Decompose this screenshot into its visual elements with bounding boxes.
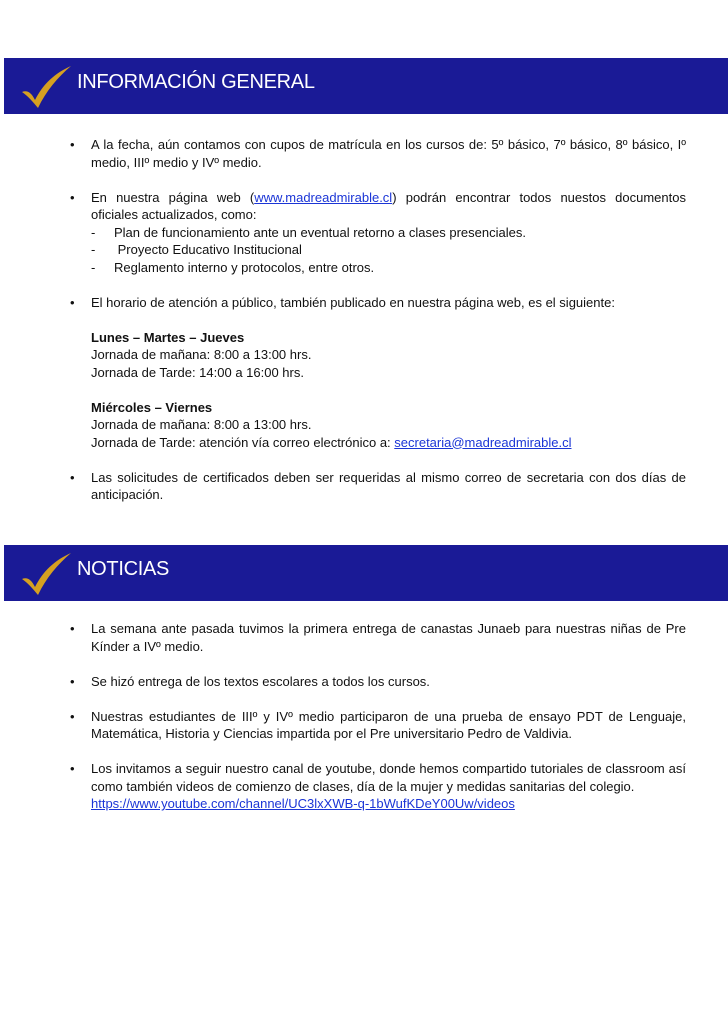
section-title: INFORMACIÓN GENERAL (77, 71, 315, 93)
schedule-heading: Lunes – Martes – Jueves (91, 329, 245, 345)
checkmark-icon (18, 64, 74, 110)
list-item: • El horario de atención a público, también publicado en nuestra página web, es el siguiente: Lunes – Martes – Jueves Jornada de mañana: 8:00 a 13:00 hrs. Jornada de Tarde: 14:00 a 16:00 hrs. Miércoles – Viernes Jornada de mañana: 8:00 a 13:00 hrs. Jornada de Tarde: atención vía correo electrónico a: secretaria@madreadmirable.cl (0, 294, 686, 452)
list-item: • Se hizó entrega de los textos escolares a todos los cursos. (70, 673, 430, 689)
bullet-dot: • (70, 761, 75, 776)
section-banner-noticias (4, 545, 728, 601)
checkmark-icon (18, 551, 74, 597)
section-informacion-general (0, 136, 728, 504)
sub-list-item: - Reglamento interno y protocolos, entre otros. (91, 259, 375, 275)
section-banner-informacion-general (4, 58, 728, 114)
bullet-dot: • (70, 189, 75, 205)
website-link[interactable]: www.madreadmirable.cl (254, 189, 393, 205)
list-item: • Los invitamos a seguir nuestro canal de youtube, donde hemos compartido tutoriales de classroom así como también videos de comienzo de clases, día de la mujer y medidas sanitarias del colegio. https://www.youtube.com/channel/UC3lxXWB-q-1bWufKDeY00Uw/videos (70, 761, 686, 811)
schedule-line: Jornada de mañana: 8:00 a 13:00 hrs. (91, 417, 312, 432)
email-link[interactable]: secretaria@madreadmirable.cl (394, 434, 572, 450)
list-item: • En nuestra página web (www.madreadmirable.cl) podrán encontrar todos nuestos documentos oficiales actualizados, como: - Plan de funcionamiento ante un eventual retorno a clases presenciales. - Proyecto Educativo Institucional - Reglamento interno y protocolos, entre otros. (70, 189, 686, 275)
bullet-dot: • (70, 469, 75, 485)
schedule-line: Jornada de mañana: 8:00 a 13:00 hrs. (91, 347, 312, 362)
youtube-channel-link[interactable]: https://www.youtube.com/channel/UC3lxXWB-q-1bWufKDeY00Uw/videos (91, 796, 515, 811)
list-item: • Nuestras estudiantes de IIIº y IVº medio participaron de una prueba de ensayo PDT de Lenguaje, Matemática, Historia y Ciencias impartida por el Pre universitario Pedro de Valdivia. (70, 708, 686, 741)
schedule-line: Jornada de Tarde: atención vía correo electrónico a: secretaria@madreadmirable.cl (91, 434, 572, 450)
sub-list-item: - Proyecto Educativo Institucional (91, 242, 302, 257)
bullet-dot: • (70, 673, 75, 689)
bullet-dot: • (70, 621, 75, 636)
section-noticias (0, 620, 728, 813)
sub-list-item: - Plan de funcionamiento ante un eventual retorno a clases presenciales. (91, 224, 526, 240)
bullet-dot: • (70, 294, 75, 310)
list-item: • La semana ante pasada tuvimos la primera entrega de canastas Junaeb para nuestras niñas de Pre Kínder a IVº medio. (70, 621, 686, 654)
list-item: • A la fecha, aún contamos con cupos de matrícula en los cursos de: 5º básico, 7º básico, 8º básico, Iº medio, IIIº medio y IVº medio. (70, 137, 686, 170)
section-title: NOTICIAS (77, 558, 170, 580)
schedule-heading: Miércoles – Viernes (91, 399, 213, 415)
bullet-dot: • (70, 708, 75, 724)
bullet-dot: • (70, 137, 75, 152)
list-item: • Las solicitudes de certificados deben ser requeridas al mismo correo de secretaria con dos días de anticipación. (70, 469, 686, 502)
schedule-line: Jornada de Tarde: 14:00 a 16:00 hrs. (91, 364, 304, 380)
